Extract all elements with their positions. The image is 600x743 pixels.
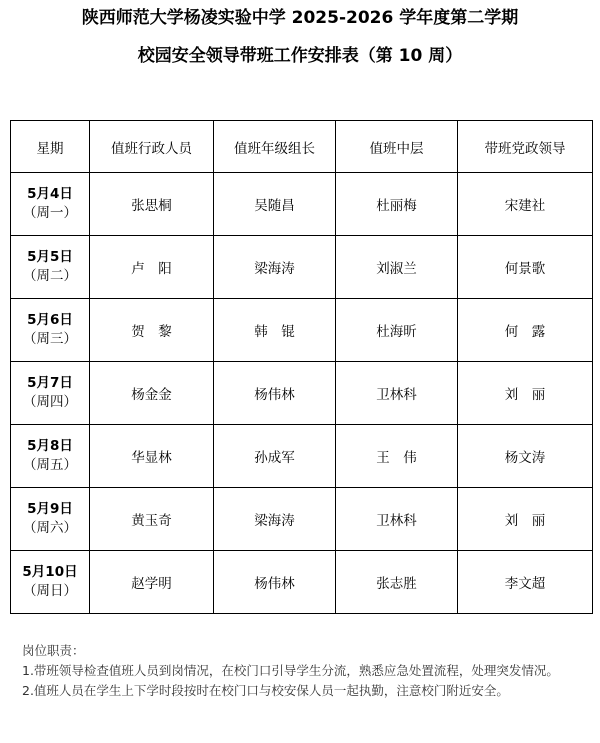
weekday-text: （周三） [23,331,77,347]
grade-leader-cell: 吴随昌 [214,173,336,236]
date-cell [11,173,90,236]
table-row [11,362,593,425]
date-cell [11,362,90,425]
title-line-1: 陕西师范大学杨凌实验中学 2025-2026 学年度第二学期 [81,8,519,28]
date-cell [11,299,90,362]
duty-notes [22,641,590,701]
grade-leader-cell: 孙成军 [214,425,336,488]
date-text: 5月5日 [27,249,73,265]
party-leader-cell: 刘 丽 [458,362,593,425]
notes-item: 1.带班领导检查值班人员到岗情况，在校门口引导学生分流，熟悉应急处置流程，处理突发情况。 [22,663,559,678]
weekday-text: （周四） [23,394,77,410]
middle-manager-cell: 刘淑兰 [336,236,458,299]
date-cell [11,488,90,551]
date-cell [11,551,90,614]
table-row [11,488,593,551]
middle-manager-cell: 张志胜 [336,551,458,614]
notes-item: 2.值班人员在学生上下学时段按时在校门口与校安保人员一起执勤，注意校门附近安全。 [22,683,509,698]
header-grade-leader: 值班年级组长 [214,121,336,173]
date-text: 5月4日 [27,186,73,202]
admin-cell: 黄玉奇 [90,488,214,551]
weekday-text: （周一） [23,205,77,221]
table-row [11,173,593,236]
duty-schedule-table [10,120,593,614]
date-text: 5月9日 [27,501,73,517]
header-weekday: 星期 [11,121,90,173]
admin-cell: 张思桐 [90,173,214,236]
grade-leader-cell: 梁海涛 [214,488,336,551]
party-leader-cell: 何景歌 [458,236,593,299]
party-leader-cell: 刘 丽 [458,488,593,551]
party-leader-cell: 李文超 [458,551,593,614]
admin-cell: 贺 黎 [90,299,214,362]
party-leader-cell: 何 露 [458,299,593,362]
title-line-2: 校园安全领导带班工作安排表（第 10 周） [137,46,463,66]
table-header-row [11,121,593,173]
date-text: 5月6日 [27,312,73,328]
weekday-text: （周日） [23,583,77,599]
admin-cell: 赵学明 [90,551,214,614]
admin-cell: 卢 阳 [90,236,214,299]
notes-heading: 岗位职责： [22,643,85,658]
party-leader-cell: 宋建社 [458,173,593,236]
grade-leader-cell: 杨伟林 [214,551,336,614]
header-admin: 值班行政人员 [90,121,214,173]
middle-manager-cell: 王 伟 [336,425,458,488]
table-row [11,551,593,614]
header-party-leader: 带班党政领导 [458,121,593,173]
middle-manager-cell: 卫林科 [336,362,458,425]
weekday-text: （周五） [23,457,77,473]
table-row [11,236,593,299]
party-leader-cell: 杨文涛 [458,425,593,488]
weekday-text: （周六） [23,520,77,536]
weekday-text: （周二） [23,268,77,284]
middle-manager-cell: 杜丽梅 [336,173,458,236]
header-middle-manager: 值班中层 [336,121,458,173]
date-text: 5月7日 [27,375,73,391]
table-row [11,299,593,362]
date-text: 5月10日 [22,564,78,580]
grade-leader-cell: 梁海涛 [214,236,336,299]
middle-manager-cell: 卫林科 [336,488,458,551]
grade-leader-cell: 杨伟林 [214,362,336,425]
date-cell [11,236,90,299]
date-cell [11,425,90,488]
admin-cell: 华显林 [90,425,214,488]
middle-manager-cell: 杜海昕 [336,299,458,362]
table-row [11,425,593,488]
grade-leader-cell: 韩 锟 [214,299,336,362]
admin-cell: 杨金金 [90,362,214,425]
date-text: 5月8日 [27,438,73,454]
